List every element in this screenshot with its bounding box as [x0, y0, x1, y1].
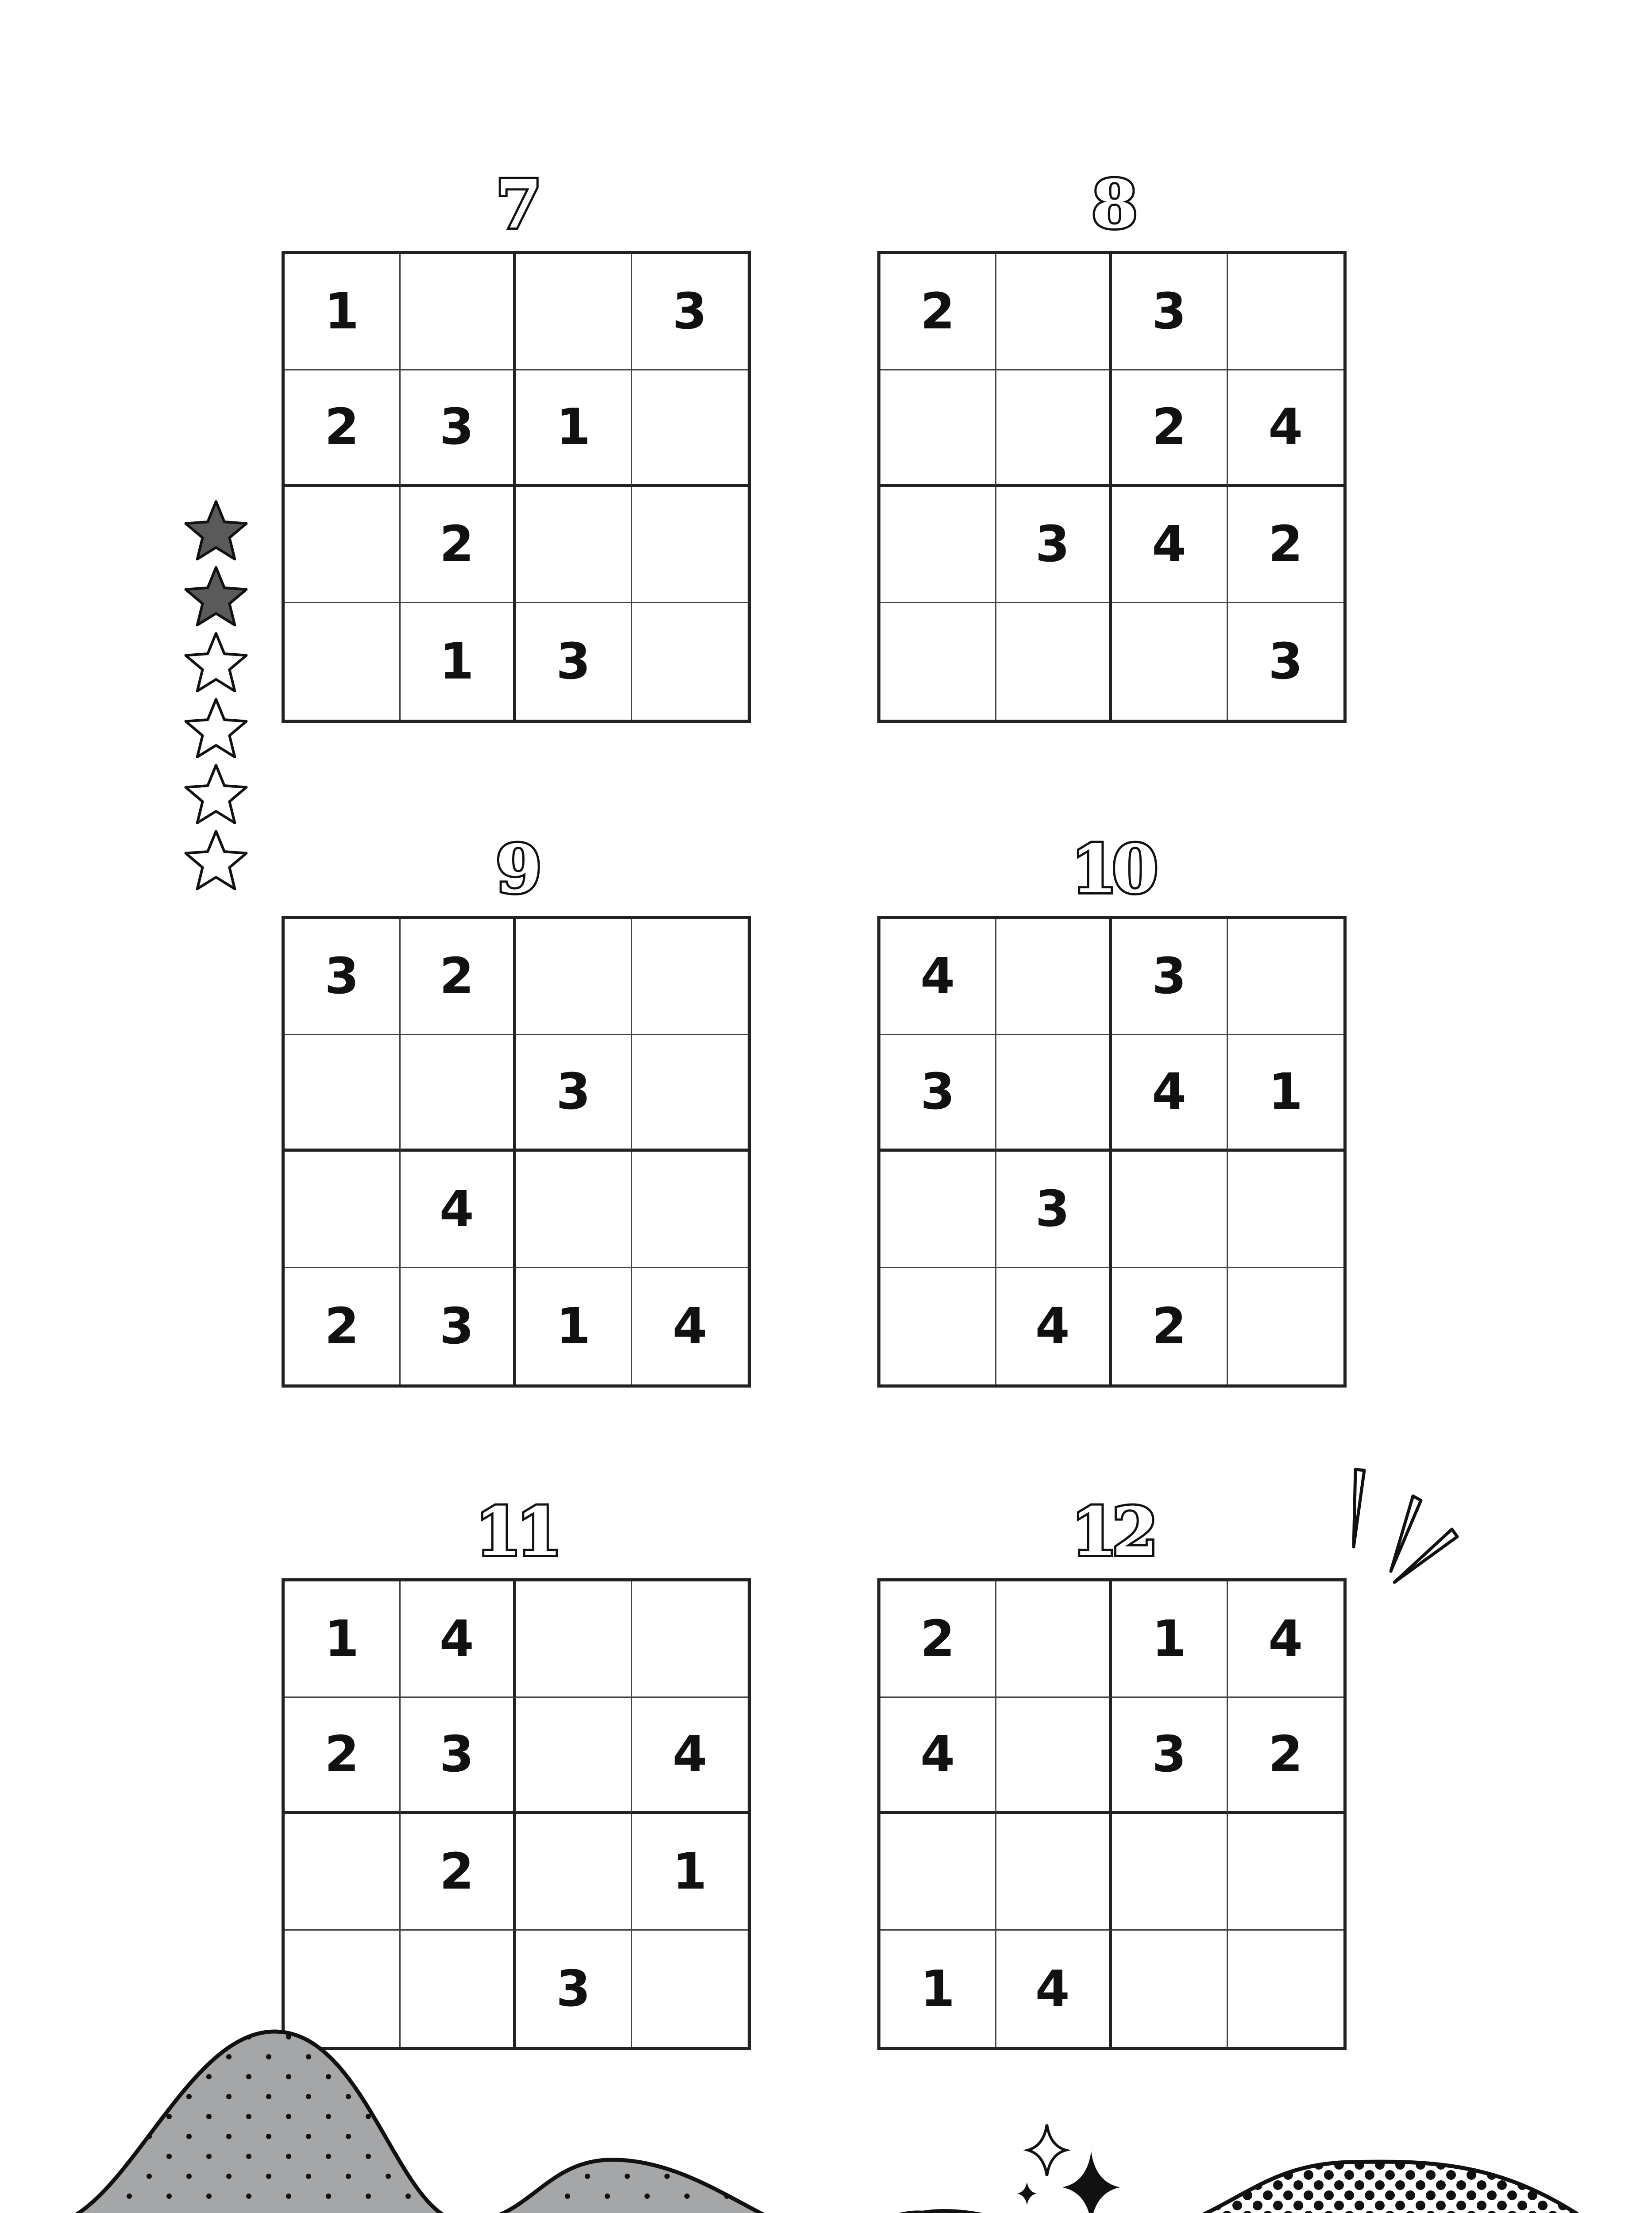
grid-cell	[996, 1698, 1112, 1814]
grid-cell	[880, 1268, 996, 1384]
grid-cell	[516, 1698, 632, 1814]
grid-cell	[996, 254, 1112, 370]
puzzle-number: 8	[1091, 166, 1133, 243]
puzzle-number: 10	[1071, 830, 1153, 908]
grid-cell: 4	[1112, 487, 1228, 603]
grid-cell: 4	[996, 1931, 1112, 2047]
grid-cell	[880, 1152, 996, 1268]
grid-cell: 1	[516, 370, 632, 487]
grid-cell	[516, 254, 632, 370]
grid-cell	[516, 487, 632, 603]
grid-cell	[401, 254, 517, 370]
grid-cell: 4	[996, 1268, 1112, 1384]
grid-cell: 1	[401, 603, 517, 720]
grid-cell	[632, 603, 748, 720]
grid-cell	[996, 1035, 1112, 1152]
sudoku-grid	[282, 916, 751, 1388]
grid-cell: 1	[285, 1581, 401, 1698]
grid-cell	[632, 1581, 748, 1698]
grid-cell: 4	[401, 1581, 517, 1698]
star-filled-icon	[181, 498, 251, 564]
sudoku-grid	[282, 1578, 751, 2050]
grid-cell	[632, 1035, 748, 1152]
grid-cell: 1	[880, 1931, 996, 2047]
grid-cell: 2	[401, 487, 517, 603]
star-empty-icon	[181, 762, 251, 828]
grid-cell: 4	[632, 1698, 748, 1814]
grid-cell	[880, 370, 996, 487]
grid-cell	[1228, 1814, 1344, 1931]
grid-cell: 2	[880, 254, 996, 370]
grid-cell: 4	[401, 1152, 517, 1268]
grid-cell: 3	[1112, 919, 1228, 1035]
grid-cell: 3	[401, 1698, 517, 1814]
grid-cell: 3	[516, 1035, 632, 1152]
grid-cell: 3	[285, 919, 401, 1035]
grid-cell	[996, 919, 1112, 1035]
grid-cell	[516, 1581, 632, 1698]
grid-cell: 4	[1112, 1035, 1228, 1152]
grid-cell: 2	[1112, 1268, 1228, 1384]
grid-cell: 2	[880, 1581, 996, 1698]
puzzle-number: 9	[495, 830, 537, 908]
grid-cell	[880, 487, 996, 603]
grid-cell: 4	[880, 1698, 996, 1814]
grid-cell	[516, 919, 632, 1035]
star-empty-icon	[181, 828, 251, 894]
wavy-hills-decoration	[0, 2027, 1652, 2213]
grid-cell	[285, 1814, 401, 1931]
grid-cell	[1228, 1268, 1344, 1384]
grid-cell	[632, 487, 748, 603]
grid-cell: 3	[1112, 1698, 1228, 1814]
grid-cell	[285, 1035, 401, 1152]
grid-cell: 2	[1228, 1698, 1344, 1814]
grid-cell	[285, 1152, 401, 1268]
grid-cell	[880, 603, 996, 720]
grid-cell	[1228, 254, 1344, 370]
grid-cell: 2	[1112, 370, 1228, 487]
grid-cell: 1	[285, 254, 401, 370]
grid-cell	[285, 487, 401, 603]
grid-cell: 1	[1228, 1035, 1344, 1152]
sudoku-grid	[877, 916, 1347, 1388]
grid-cell	[996, 1581, 1112, 1698]
grid-cell: 3	[1268, 632, 1303, 690]
grid-cell	[516, 1814, 632, 1931]
grid-cell: 3	[632, 254, 748, 370]
star-empty-icon	[181, 696, 251, 762]
grid-cell: 3	[401, 370, 517, 487]
grid-cell: 2	[285, 1698, 401, 1814]
grid-cell	[1112, 1814, 1228, 1931]
grid-cell: 4	[880, 919, 996, 1035]
grid-cell: 1	[632, 1814, 748, 1931]
puzzle-number: 12	[1071, 1493, 1153, 1571]
grid-cell	[285, 603, 401, 720]
sudoku-grid	[877, 251, 1347, 723]
grid-cell: 4	[1228, 1581, 1344, 1698]
grid-cell: 4	[672, 1297, 707, 1355]
grid-cell	[632, 1152, 748, 1268]
grid-cell: 1	[516, 1268, 632, 1384]
puzzle-number: 7	[495, 166, 537, 243]
grid-cell	[880, 1814, 996, 1931]
grid-cell: 1	[1112, 1581, 1228, 1698]
grid-cell	[996, 370, 1112, 487]
grid-cell	[1112, 1152, 1228, 1268]
grid-cell: 2	[401, 1814, 517, 1931]
burst-lines-icon	[1341, 1461, 1465, 1585]
grid-cell	[1228, 1152, 1344, 1268]
sudoku-grid	[877, 1578, 1347, 2050]
grid-cell	[632, 370, 748, 487]
grid-cell: 3	[401, 1268, 517, 1384]
grid-cell	[996, 603, 1112, 720]
grid-cell	[401, 1035, 517, 1152]
grid-cell: 3	[996, 487, 1112, 603]
puzzle-number: 11	[475, 1493, 557, 1571]
sudoku-grid	[282, 251, 751, 723]
grid-cell	[1112, 603, 1228, 720]
grid-cell	[632, 919, 748, 1035]
grid-cell: 3	[1112, 254, 1228, 370]
star-empty-icon	[181, 630, 251, 696]
star-filled-icon	[181, 564, 251, 630]
grid-cell	[516, 1152, 632, 1268]
grid-cell	[996, 1814, 1112, 1931]
grid-cell	[1228, 919, 1344, 1035]
grid-cell: 2	[1228, 487, 1344, 603]
grid-cell: 3	[516, 1931, 632, 2047]
grid-cell: 2	[401, 919, 517, 1035]
grid-cell: 2	[285, 370, 401, 487]
grid-cell: 3	[996, 1152, 1112, 1268]
grid-cell: 4	[1228, 370, 1344, 487]
grid-cell: 2	[285, 1268, 401, 1384]
grid-cell: 3	[880, 1035, 996, 1152]
grid-cell: 3	[516, 603, 632, 720]
